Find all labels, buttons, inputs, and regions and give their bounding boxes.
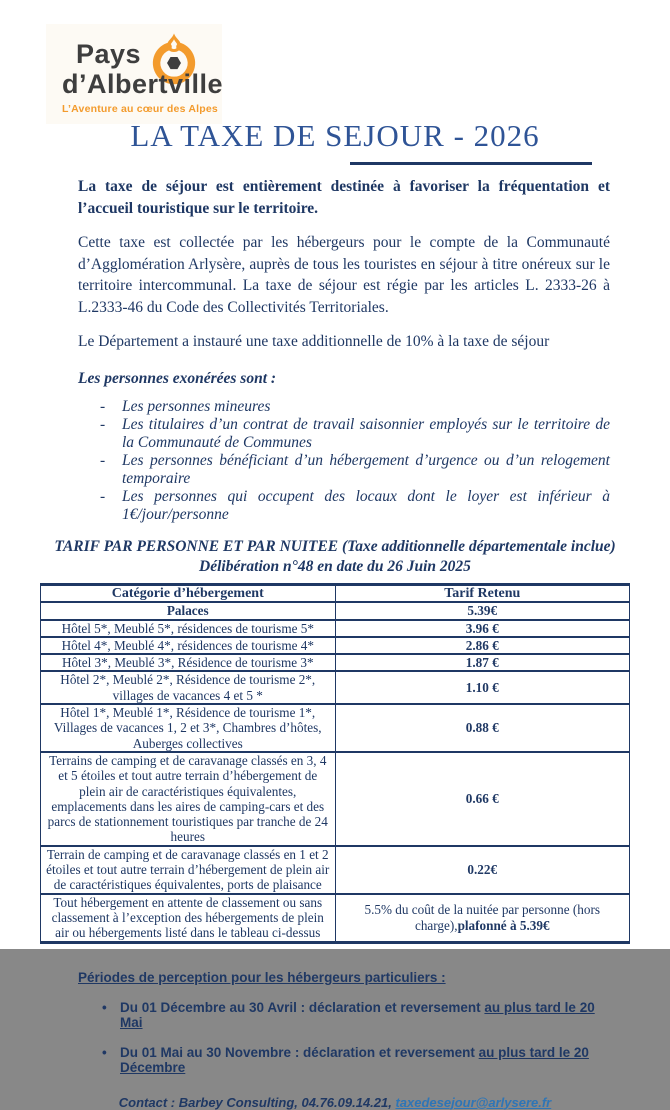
exemptions-heading: Les personnes exonérées sont : bbox=[78, 369, 277, 387]
tarif-section-heading bbox=[40, 537, 630, 577]
contact-line bbox=[40, 1095, 630, 1110]
table-row: Palaces 5.39€ bbox=[41, 602, 630, 619]
dash-bullet: - bbox=[100, 397, 106, 415]
page-title: LA TAXE DE SEJOUR - 2026 bbox=[130, 118, 540, 153]
table-row: Hôtel 4*, Meublé 4*, résidences de tourisme 4* 2.86 € bbox=[41, 637, 630, 654]
contact-email-link[interactable]: taxedesejour@arlysere.fr bbox=[395, 1094, 552, 1110]
exemptions-list bbox=[78, 398, 610, 524]
list-item: - Les titulaires d’un contrat de travail saisonnier employés sur le territoire de la Communauté de Communes bbox=[100, 416, 610, 451]
intro-paragraph-1: La taxe de séjour est entièrement destinée à favoriser la fréquentation et l’accueil touristique sur le territoire. bbox=[78, 178, 610, 217]
bullet-dot: • bbox=[102, 1044, 107, 1060]
period-text: Du 01 Mai au 30 Novembre : déclaration et reversement au plus tard le 20 Décembre bbox=[120, 1044, 589, 1075]
table-row: Terrain de camping et de caravanage classés en 1 et 2 étoiles et tout autre terrain d’hébergement de plein air de caractéristiques équivalentes, ports de plaisance 0.22€ bbox=[41, 846, 630, 894]
list-item: - Les personnes qui occupent des locaux dont le loyer est inférieur à 1€/jour/personne bbox=[100, 488, 610, 523]
intro-paragraph-2: Cette taxe est collectée par les hébergeurs pour le compte de la Communauté d’Agglomération Arlysère, auprès de tous les touristes en séjour à titre onéreux sur le territoire intercommunal. La taxe de séjour est régie par les articles L. 2333-26 à L.2333-46 du Code des Collectivités Territoriales. bbox=[78, 234, 610, 316]
period-text: Du 01 Décembre au 30 Avril : déclaration et reversement au plus tard le 20 Mai bbox=[120, 999, 595, 1030]
title-divider-rule bbox=[350, 162, 592, 165]
contact-text: Contact : Barbey Consulting, 04.76.09.14.21, bbox=[118, 1094, 396, 1110]
logo-text-line2: d’Albertville bbox=[62, 69, 224, 99]
dash-bullet: - bbox=[100, 416, 106, 433]
column-header-category: Catégorie d’hébergement bbox=[41, 585, 336, 603]
period-bullet-item bbox=[78, 1045, 610, 1075]
list-item: - Les personnes mineures bbox=[100, 397, 271, 415]
dash-bullet: - bbox=[100, 488, 106, 505]
dash-bullet: - bbox=[100, 452, 106, 469]
tarif-mixed-cell: 5.5% du coût de la nuitée par personne (hors charge),plafonné à 5.39€ bbox=[335, 894, 630, 942]
tarif-table bbox=[40, 583, 630, 944]
tarif-heading-line2: Délibération n°48 en date du 26 Juin 2025 bbox=[199, 558, 471, 575]
column-header-tarif: Tarif Retenu bbox=[335, 585, 630, 603]
table-row: Hôtel 2*, Meublé 2*, Résidence de tourisme 2*, villages de vacances 4 et 5 * 1.10 € bbox=[41, 671, 630, 704]
table-row: Tout hébergement en attente de classement ou sans classement à l’exception des hébergements de plein air ou hébergements listé dans le tableau ci-dessus 5.5% du coût de la nuitée par personne (hors charge),plafonné à 5.39€ bbox=[41, 894, 630, 942]
table-row: Hôtel 1*, Meublé 1*, Résidence de tourisme 1*, Villages de vacances 1, 2 et 3*, Chambres d’hôtes, Auberges collectives 0.88 € bbox=[41, 704, 630, 752]
logo-text-line1: Pays bbox=[76, 39, 142, 69]
table-row: Hôtel 5*, Meublé 5*, résidences de tourisme 5* 3.96 € bbox=[41, 620, 630, 637]
table-row: Terrains de camping et de caravanage classés en 3, 4 et 5 étoiles et tout autre terrain d’hébergement de plein air de caractéristiques équivalentes, emplacements dans les aires de camping-cars et des parcs de stationnement touristiques par tranche de 24 heures 0.66 € bbox=[41, 752, 630, 846]
bullet-dot: • bbox=[102, 999, 107, 1015]
document-body bbox=[0, 176, 670, 944]
table-row: Hôtel 3*, Meublé 3*, Résidence de tourisme 3* 1.87 € bbox=[41, 654, 630, 671]
document-header bbox=[0, 0, 670, 176]
logo-tagline: L’Aventure au cœur des Alpes bbox=[62, 103, 218, 115]
tarif-heading-line1: TARIF PAR PERSONNE ET PAR NUITEE (Taxe additionnelle départementale inclue) bbox=[54, 538, 616, 555]
list-item: - Les personnes bénéficiant d’un hébergement d’urgence ou d’un relogement temporaire bbox=[100, 452, 610, 487]
table-header-row bbox=[41, 585, 630, 603]
document-footer bbox=[0, 970, 670, 1110]
pays-albertville-logo bbox=[62, 30, 232, 115]
intro-paragraph-3: Le Département a instauré une taxe additionnelle de 10% à la taxe de séjour bbox=[78, 333, 550, 350]
periods-heading: Périodes de perception pour les hébergeurs particuliers : bbox=[78, 969, 446, 985]
period-bullet-item bbox=[78, 1000, 610, 1030]
